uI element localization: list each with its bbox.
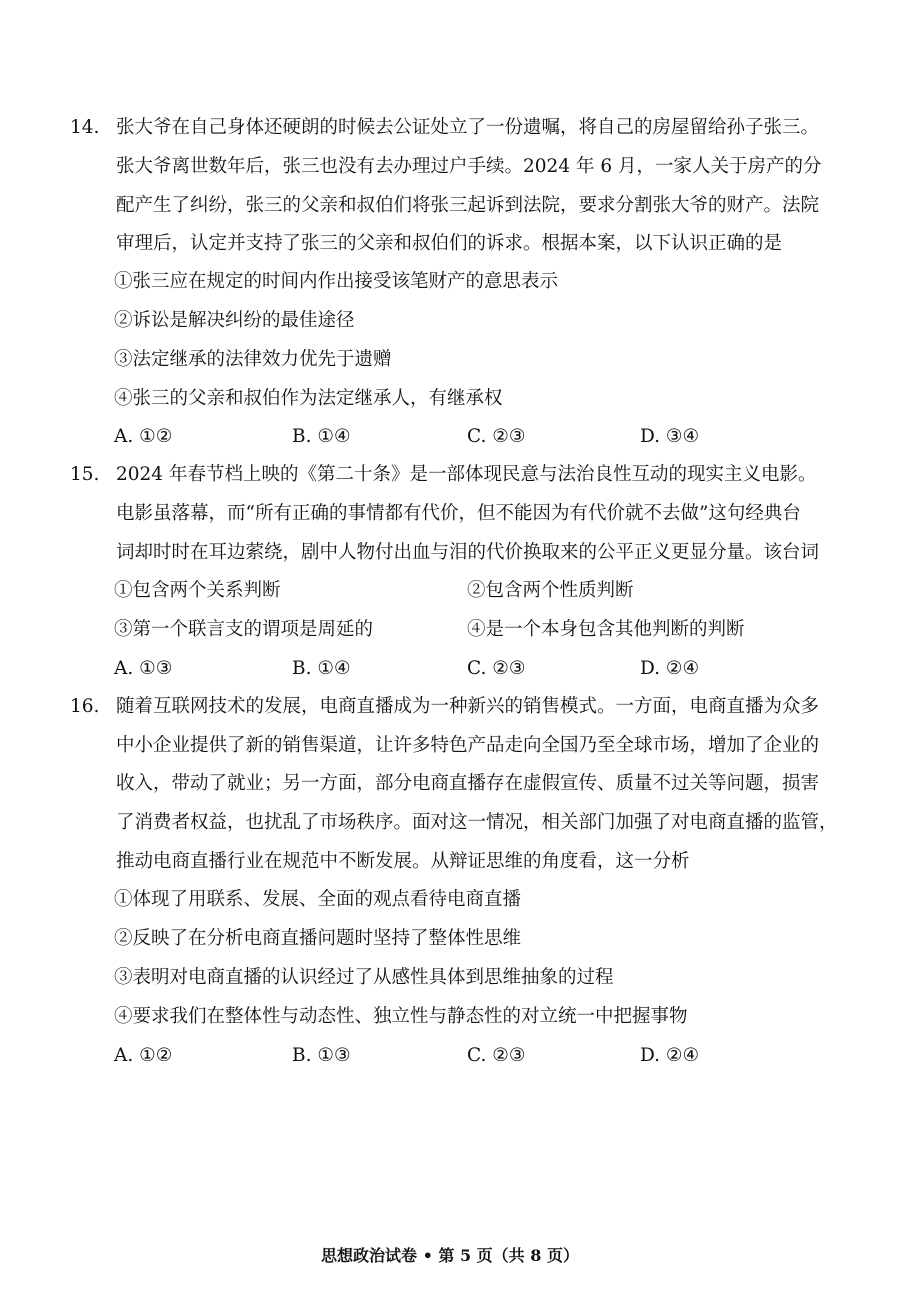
question-text-line: 推动电商直播行业在规范中不断发展。从辩证思维的角度看，这一分析 [116, 851, 690, 872]
page-footer: 思想政治试卷 • 第 5 页（共 8 页） [321, 1246, 579, 1265]
option-c: C. ②③ [467, 1045, 526, 1066]
statement-4: ④张三的父亲和叔伯作为法定继承人，有继承权 [114, 388, 503, 409]
question-text-line: 电影虽落幕，而“所有正确的事情都有代价，但不能因为有代价就不去做”这句经典台 [116, 503, 801, 524]
option-c: C. ②③ [467, 426, 526, 447]
option-a: A. ①② [114, 1045, 173, 1066]
option-a: A. ①③ [114, 658, 173, 679]
statement-2: ②包含两个性质判断 [467, 580, 634, 601]
question-text-line: 配产生了纠纷，张三的父亲和叔伯们将张三起诉到法院，要求分割张大爷的财产。法院 [116, 195, 820, 216]
question-number: 14. [70, 117, 100, 138]
question-number: 16. [70, 696, 100, 717]
statement-2: ②反映了在分析电商直播问题时坚持了整体性思维 [114, 928, 522, 949]
statement-4: ④是一个本身包含其他判断的判断 [467, 619, 745, 640]
question-number: 15. [70, 464, 100, 485]
statement-2: ②诉讼是解决纠纷的最佳途径 [114, 310, 355, 331]
statement-1: ①张三应在规定的时间内作出接受该笔财产的意思表示 [114, 271, 559, 292]
question-text-line: 收入，带动了就业；另一方面，部分电商直播存在虚假宣传、质量不过关等问题，损害 [116, 773, 820, 794]
option-b: B. ①④ [292, 658, 351, 679]
question-text-line: 2024 年春节档上映的《第二十条》是一部体现民意与法治良性互动的现实主义电影。 [116, 464, 817, 485]
question-text-line: 张大爷离世数年后，张三也没有去办理过户手续。2024 年 6 月，一家人关于房产的分 [116, 156, 822, 177]
option-d: D. ③④ [640, 426, 700, 447]
statement-1: ①体现了用联系、发展、全面的观点看待电商直播 [114, 889, 522, 910]
statement-3: ③法定继承的法律效力优先于遗赠 [114, 349, 392, 370]
statement-3: ③第一个联言支的谓项是周延的 [114, 619, 374, 640]
statement-4: ④要求我们在整体性与动态性、独立性与静态性的对立统一中把握事物 [114, 1006, 688, 1027]
option-d: D. ②④ [640, 1045, 700, 1066]
option-b: B. ①④ [292, 426, 351, 447]
question-text-line: 词却时时在耳边萦绕，剧中人物付出血与泪的代价换取来的公平正义更显分量。该台词 [116, 542, 820, 563]
option-d: D. ②④ [640, 658, 700, 679]
option-b: B. ①③ [292, 1045, 351, 1066]
question-text-line: 了消费者权益，也扰乱了市场秩序。面对这一情况，相关部门加强了对电商直播的监管， [116, 812, 838, 833]
statement-3: ③表明对电商直播的认识经过了从感性具体到思维抽象的过程 [114, 967, 614, 988]
question-text-line: 随着互联网技术的发展，电商直播成为一种新兴的销售模式。一方面，电商直播为众多 [116, 696, 820, 717]
option-c: C. ②③ [467, 658, 526, 679]
question-text-line: 审理后，认定并支持了张三的父亲和叔伯们的诉求。根据本案，以下认识正确的是 [116, 233, 783, 254]
question-text-line: 张大爷在自己身体还硬朗的时候去公证处立了一份遗嘱，将自己的房屋留给孙子张三。 [116, 117, 820, 138]
option-a: A. ①② [114, 426, 173, 447]
question-text-line: 中小企业提供了新的销售渠道，让许多特色产品走向全国乃至全球市场，增加了企业的 [116, 735, 820, 756]
statement-1: ①包含两个关系判断 [114, 580, 281, 601]
